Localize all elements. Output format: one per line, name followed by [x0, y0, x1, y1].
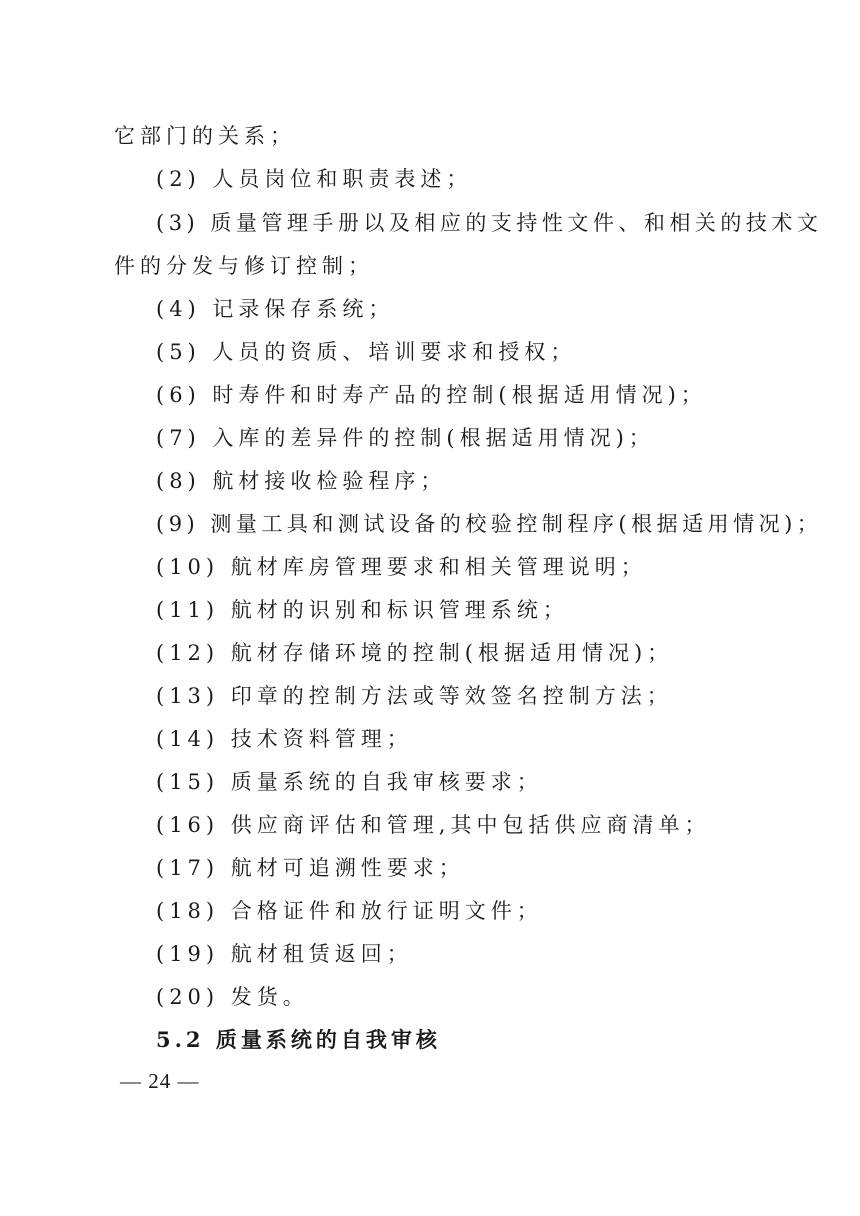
- list-item: (3) 质量管理手册以及相应的支持性文件、和相关的技术文: [156, 211, 823, 235]
- list-item: (13) 印章的控制方法或等效签名控制方法；: [156, 684, 673, 708]
- list-item: (18) 合格证件和放行证明文件；: [156, 899, 543, 923]
- list-item: (7) 入库的差异件的控制(根据适用情况)；: [156, 426, 655, 450]
- list-item: (6) 时寿件和时寿产品的控制(根据适用情况)；: [156, 383, 707, 407]
- section-heading: 5.2 质量系统的自我审核: [156, 1027, 441, 1052]
- list-item: (16) 供应商评估和管理,其中包括供应商清单；: [156, 813, 711, 837]
- list-item: (19) 航材租赁返回；: [156, 942, 413, 966]
- list-item: (8) 航材接收检验程序；: [156, 469, 447, 493]
- list-item: (17) 航材可追溯性要求；: [156, 856, 465, 880]
- list-item: (10) 航材库房管理要求和相关管理说明；: [156, 555, 647, 579]
- list-item: (11) 航材的识别和标识管理系统；: [156, 598, 569, 622]
- list-item: (4) 记录保存系统；: [156, 297, 395, 321]
- list-item: (15) 质量系统的自我审核要求；: [156, 770, 543, 794]
- list-item: (20) 发货。: [156, 985, 309, 1009]
- list-item: (5) 人员的资质、培训要求和授权；: [156, 340, 577, 364]
- list-item: (12) 航材存储环境的控制(根据适用情况)；: [156, 641, 674, 665]
- text-line: 件的分发与修订控制；: [114, 254, 374, 278]
- list-item: (9) 测量工具和测试设备的校验控制程序(根据适用情况)；: [156, 512, 823, 536]
- list-item: (2) 人员岗位和职责表述；: [156, 167, 473, 191]
- list-item: (14) 技术资料管理；: [156, 727, 413, 751]
- text-line: 它部门的关系；: [114, 124, 296, 148]
- page-number: — 24 —: [120, 1069, 200, 1093]
